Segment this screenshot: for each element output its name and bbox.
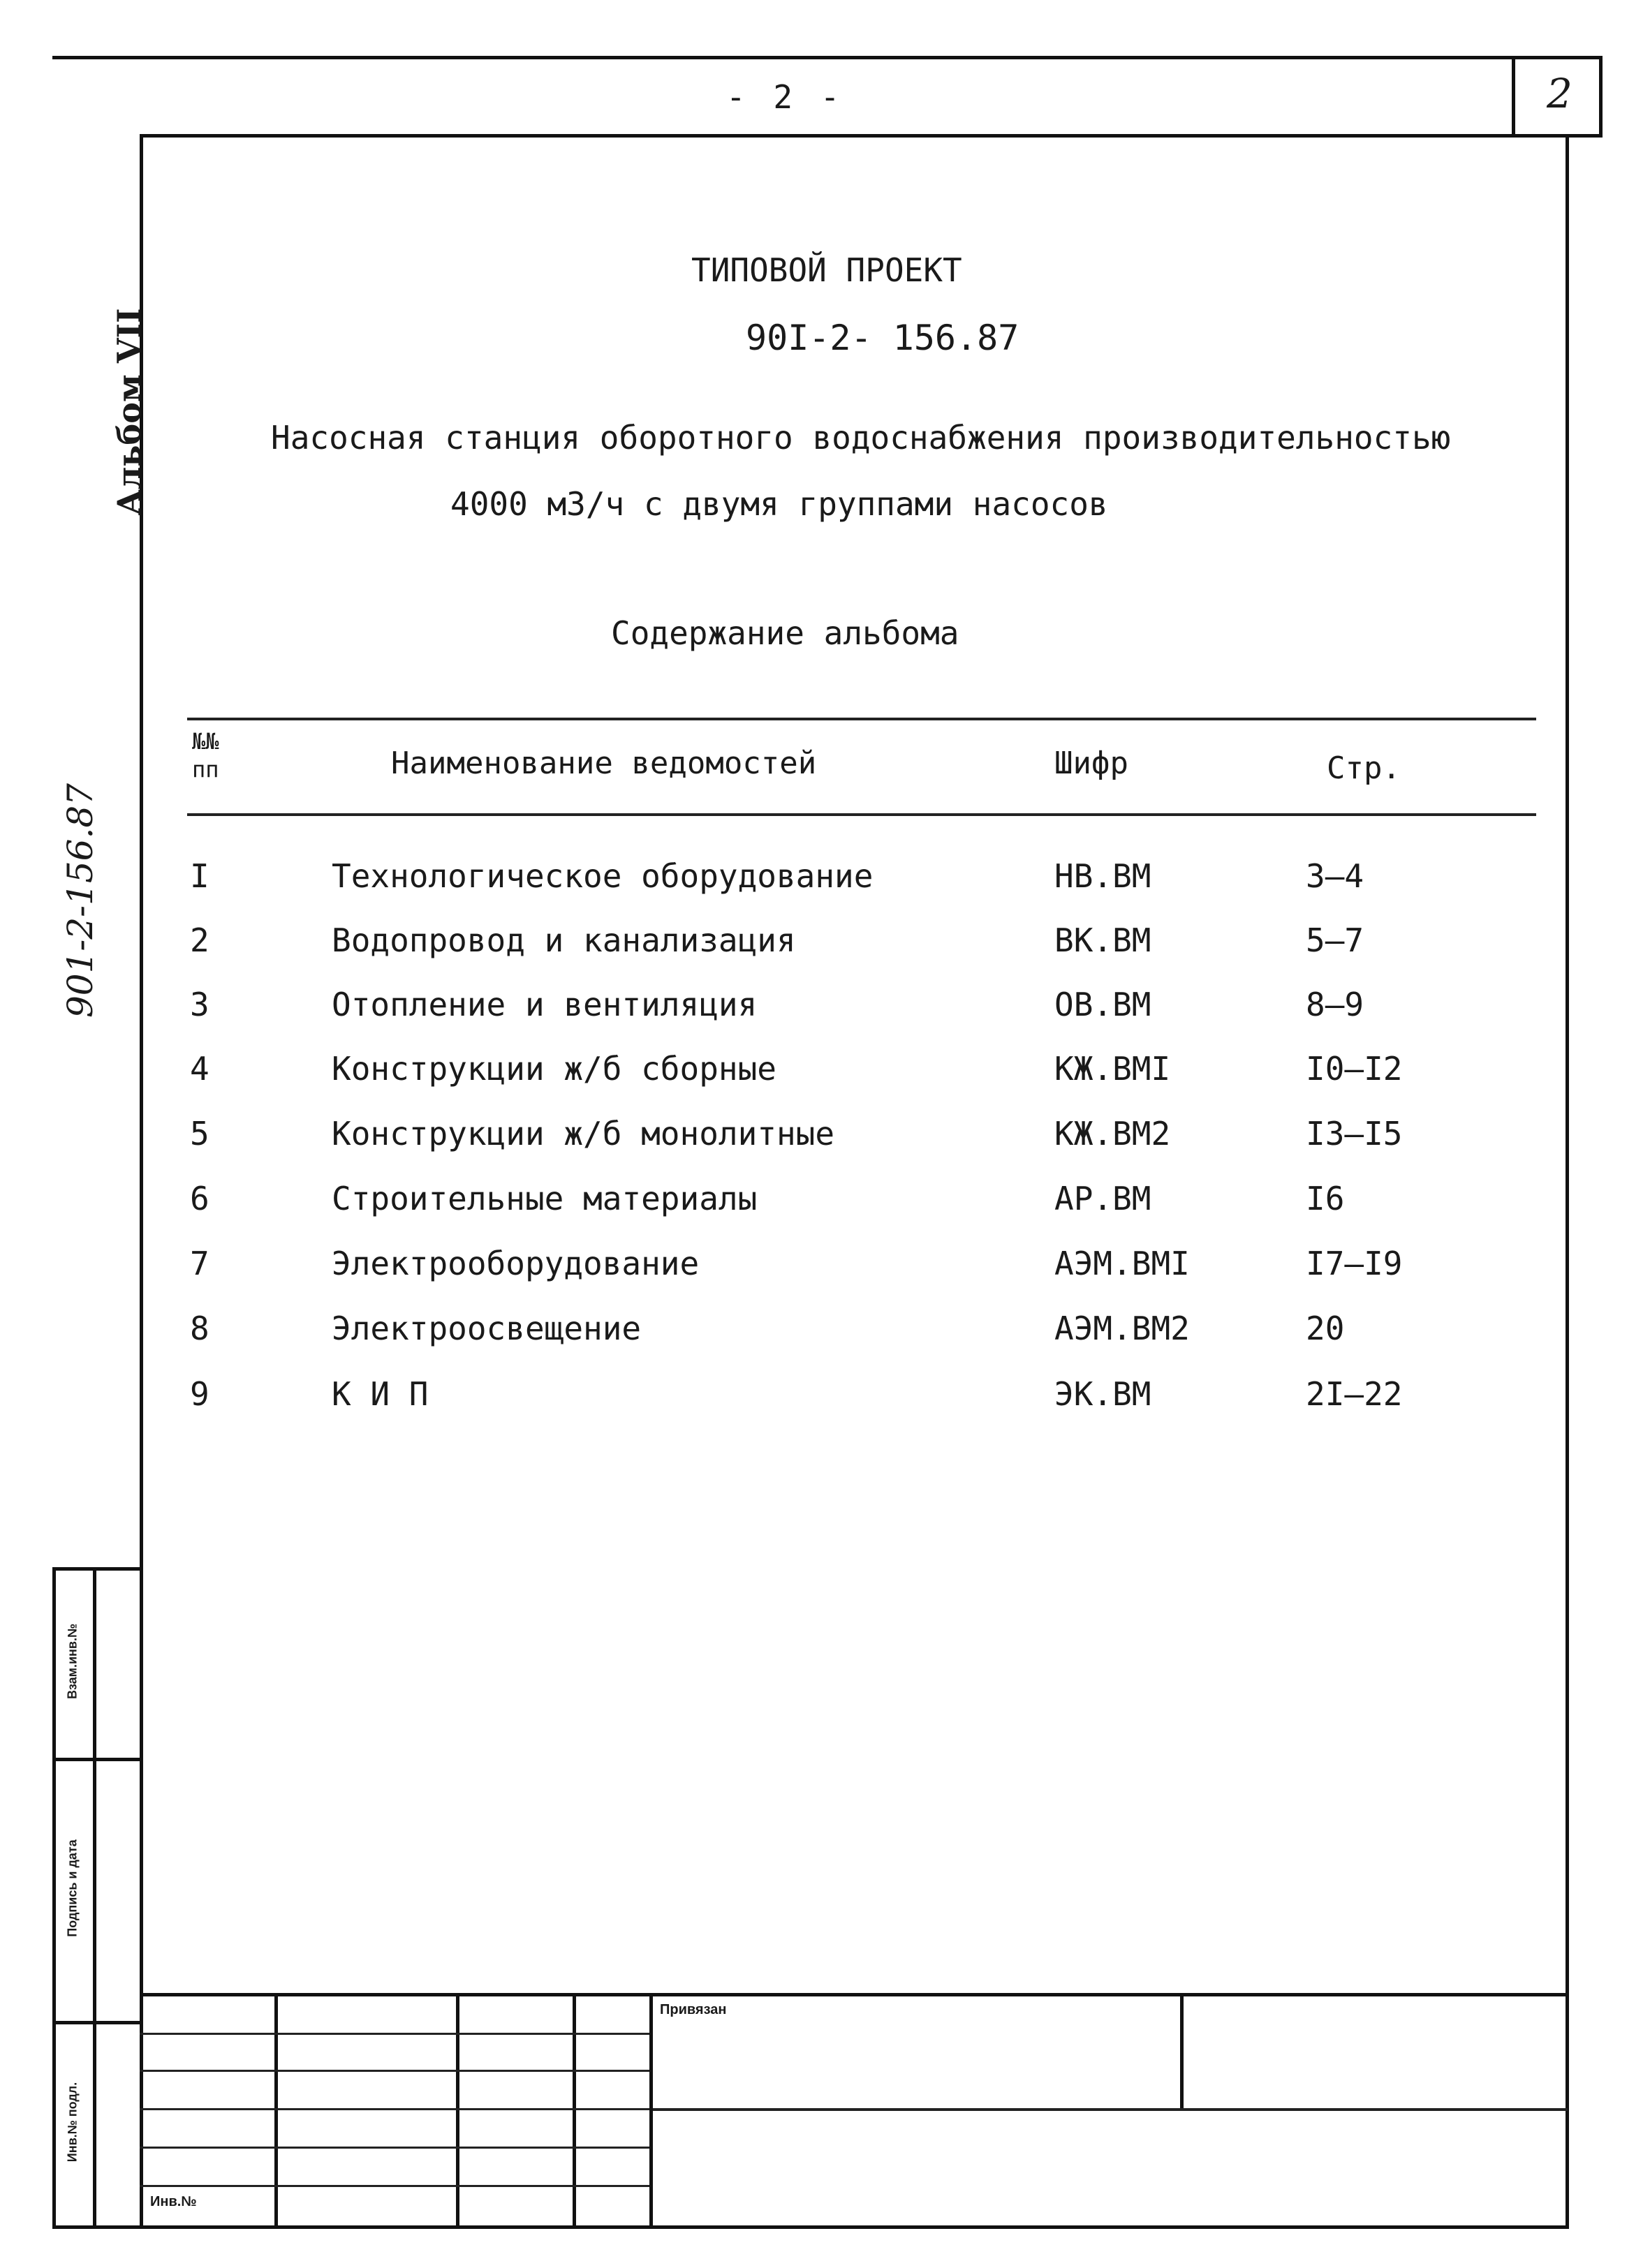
side-project-code: 901-2-156.87: [60, 783, 101, 1018]
row-code: КЖ.ВМI: [1054, 1050, 1171, 1088]
table-header-rule: [187, 813, 1536, 816]
row-code: АЭМ.ВМI: [1054, 1245, 1190, 1282]
row-page: I0–I2: [1306, 1050, 1403, 1088]
row-no: I: [190, 857, 209, 895]
row-code: ОВ.ВМ: [1054, 986, 1151, 1023]
row-page: I3–I5: [1306, 1115, 1403, 1152]
album-label: Альбом VII: [110, 308, 148, 516]
row-code: АЭМ.ВМ2: [1054, 1310, 1190, 1347]
frame-top: [140, 134, 1603, 138]
stamp-privyazan: Привязан: [660, 2002, 727, 2017]
row-name: Отопление и вентиляция: [332, 986, 758, 1023]
row-no: 3: [190, 986, 209, 1023]
bottom-grid-row4: [140, 2147, 649, 2149]
row-no: 8: [190, 1310, 209, 1347]
header-page: Стр.: [1327, 750, 1401, 786]
contents-heading: Содержание альбома: [611, 614, 959, 652]
row-page: 5–7: [1306, 921, 1364, 959]
row-name: Строительные материалы: [332, 1180, 758, 1217]
sheet-number: 2: [1547, 70, 1572, 117]
bottom-grid-row2: [140, 2070, 649, 2072]
table-top-rule: [187, 718, 1536, 720]
bottom-block-right-mid: [649, 2108, 1568, 2111]
left-stamp-outer: [52, 1567, 56, 2227]
row-name: Конструкции ж/б монолитные: [332, 1115, 835, 1152]
page-number: - 2 -: [726, 78, 844, 116]
row-name: К И П: [332, 1375, 429, 1413]
row-page: I6: [1306, 1180, 1345, 1217]
bottom-block-top: [140, 1993, 1568, 1996]
row-page: 8–9: [1306, 986, 1364, 1023]
bottom-grid-row1: [140, 2033, 649, 2035]
bottom-block-col4: [649, 1993, 653, 2227]
stamp-inv-podl: Инв.№ подл.: [65, 2082, 80, 2163]
row-no: 2: [190, 921, 209, 959]
stamp-vzam-inv: Взам.инв.№: [65, 1623, 80, 1700]
row-code: АР.ВМ: [1054, 1180, 1151, 1217]
project-code: 90I-2- 156.87: [746, 318, 1019, 358]
row-code: НВ.ВМ: [1054, 857, 1151, 895]
frame-right: [1566, 134, 1569, 2228]
project-name-line1: Насосная станция оборотного водоснабжения производительностью: [271, 419, 1451, 457]
project-name-line2: 4000 м3/ч с двумя группами насосов: [450, 485, 1108, 523]
document-title: ТИПОВОЙ ПРОЕКТ: [691, 251, 962, 289]
left-stamp-top: [52, 1567, 143, 1571]
row-code: ВК.ВМ: [1054, 921, 1151, 959]
bottom-grid-row3: [140, 2108, 649, 2110]
top-rule: [52, 56, 1603, 59]
bottom-grid-row5: [140, 2185, 649, 2187]
left-stamp-inner: [93, 1567, 96, 2227]
stamp-podpis-data: Подпись и дата: [65, 1839, 80, 1937]
row-page: 3–4: [1306, 857, 1364, 895]
row-name: Электрооборудование: [332, 1245, 700, 1282]
header-code: Шифр: [1054, 746, 1128, 781]
header-name: Наименование ведомостей: [391, 746, 817, 781]
row-no: 6: [190, 1180, 209, 1217]
bottom-block-col5: [1180, 1993, 1184, 2108]
row-name: Электроосвещение: [332, 1310, 642, 1347]
row-no: 4: [190, 1050, 209, 1088]
row-name: Конструкции ж/б сборные: [332, 1050, 776, 1088]
row-no: 9: [190, 1375, 209, 1413]
row-code: ЭК.ВМ: [1054, 1375, 1151, 1413]
row-name: Водопровод и канализация: [332, 921, 796, 959]
row-code: КЖ.ВМ2: [1054, 1115, 1171, 1152]
row-name: Технологическое оборудование: [332, 857, 874, 895]
left-stamp-div1: [52, 1758, 143, 1761]
row-page: I7–I9: [1306, 1245, 1403, 1282]
row-page: 2I–22: [1306, 1375, 1403, 1413]
sheet-box-left: [1512, 56, 1515, 134]
row-no: 7: [190, 1245, 209, 1282]
stamp-inv-no: Инв.№: [150, 2194, 197, 2209]
sheet-box-right: [1599, 56, 1603, 134]
row-page: 20: [1306, 1310, 1345, 1347]
left-stamp-div2: [52, 2021, 143, 2024]
header-no: №№ пп: [192, 728, 219, 783]
row-no: 5: [190, 1115, 209, 1152]
frame-bottom: [52, 2225, 1569, 2229]
